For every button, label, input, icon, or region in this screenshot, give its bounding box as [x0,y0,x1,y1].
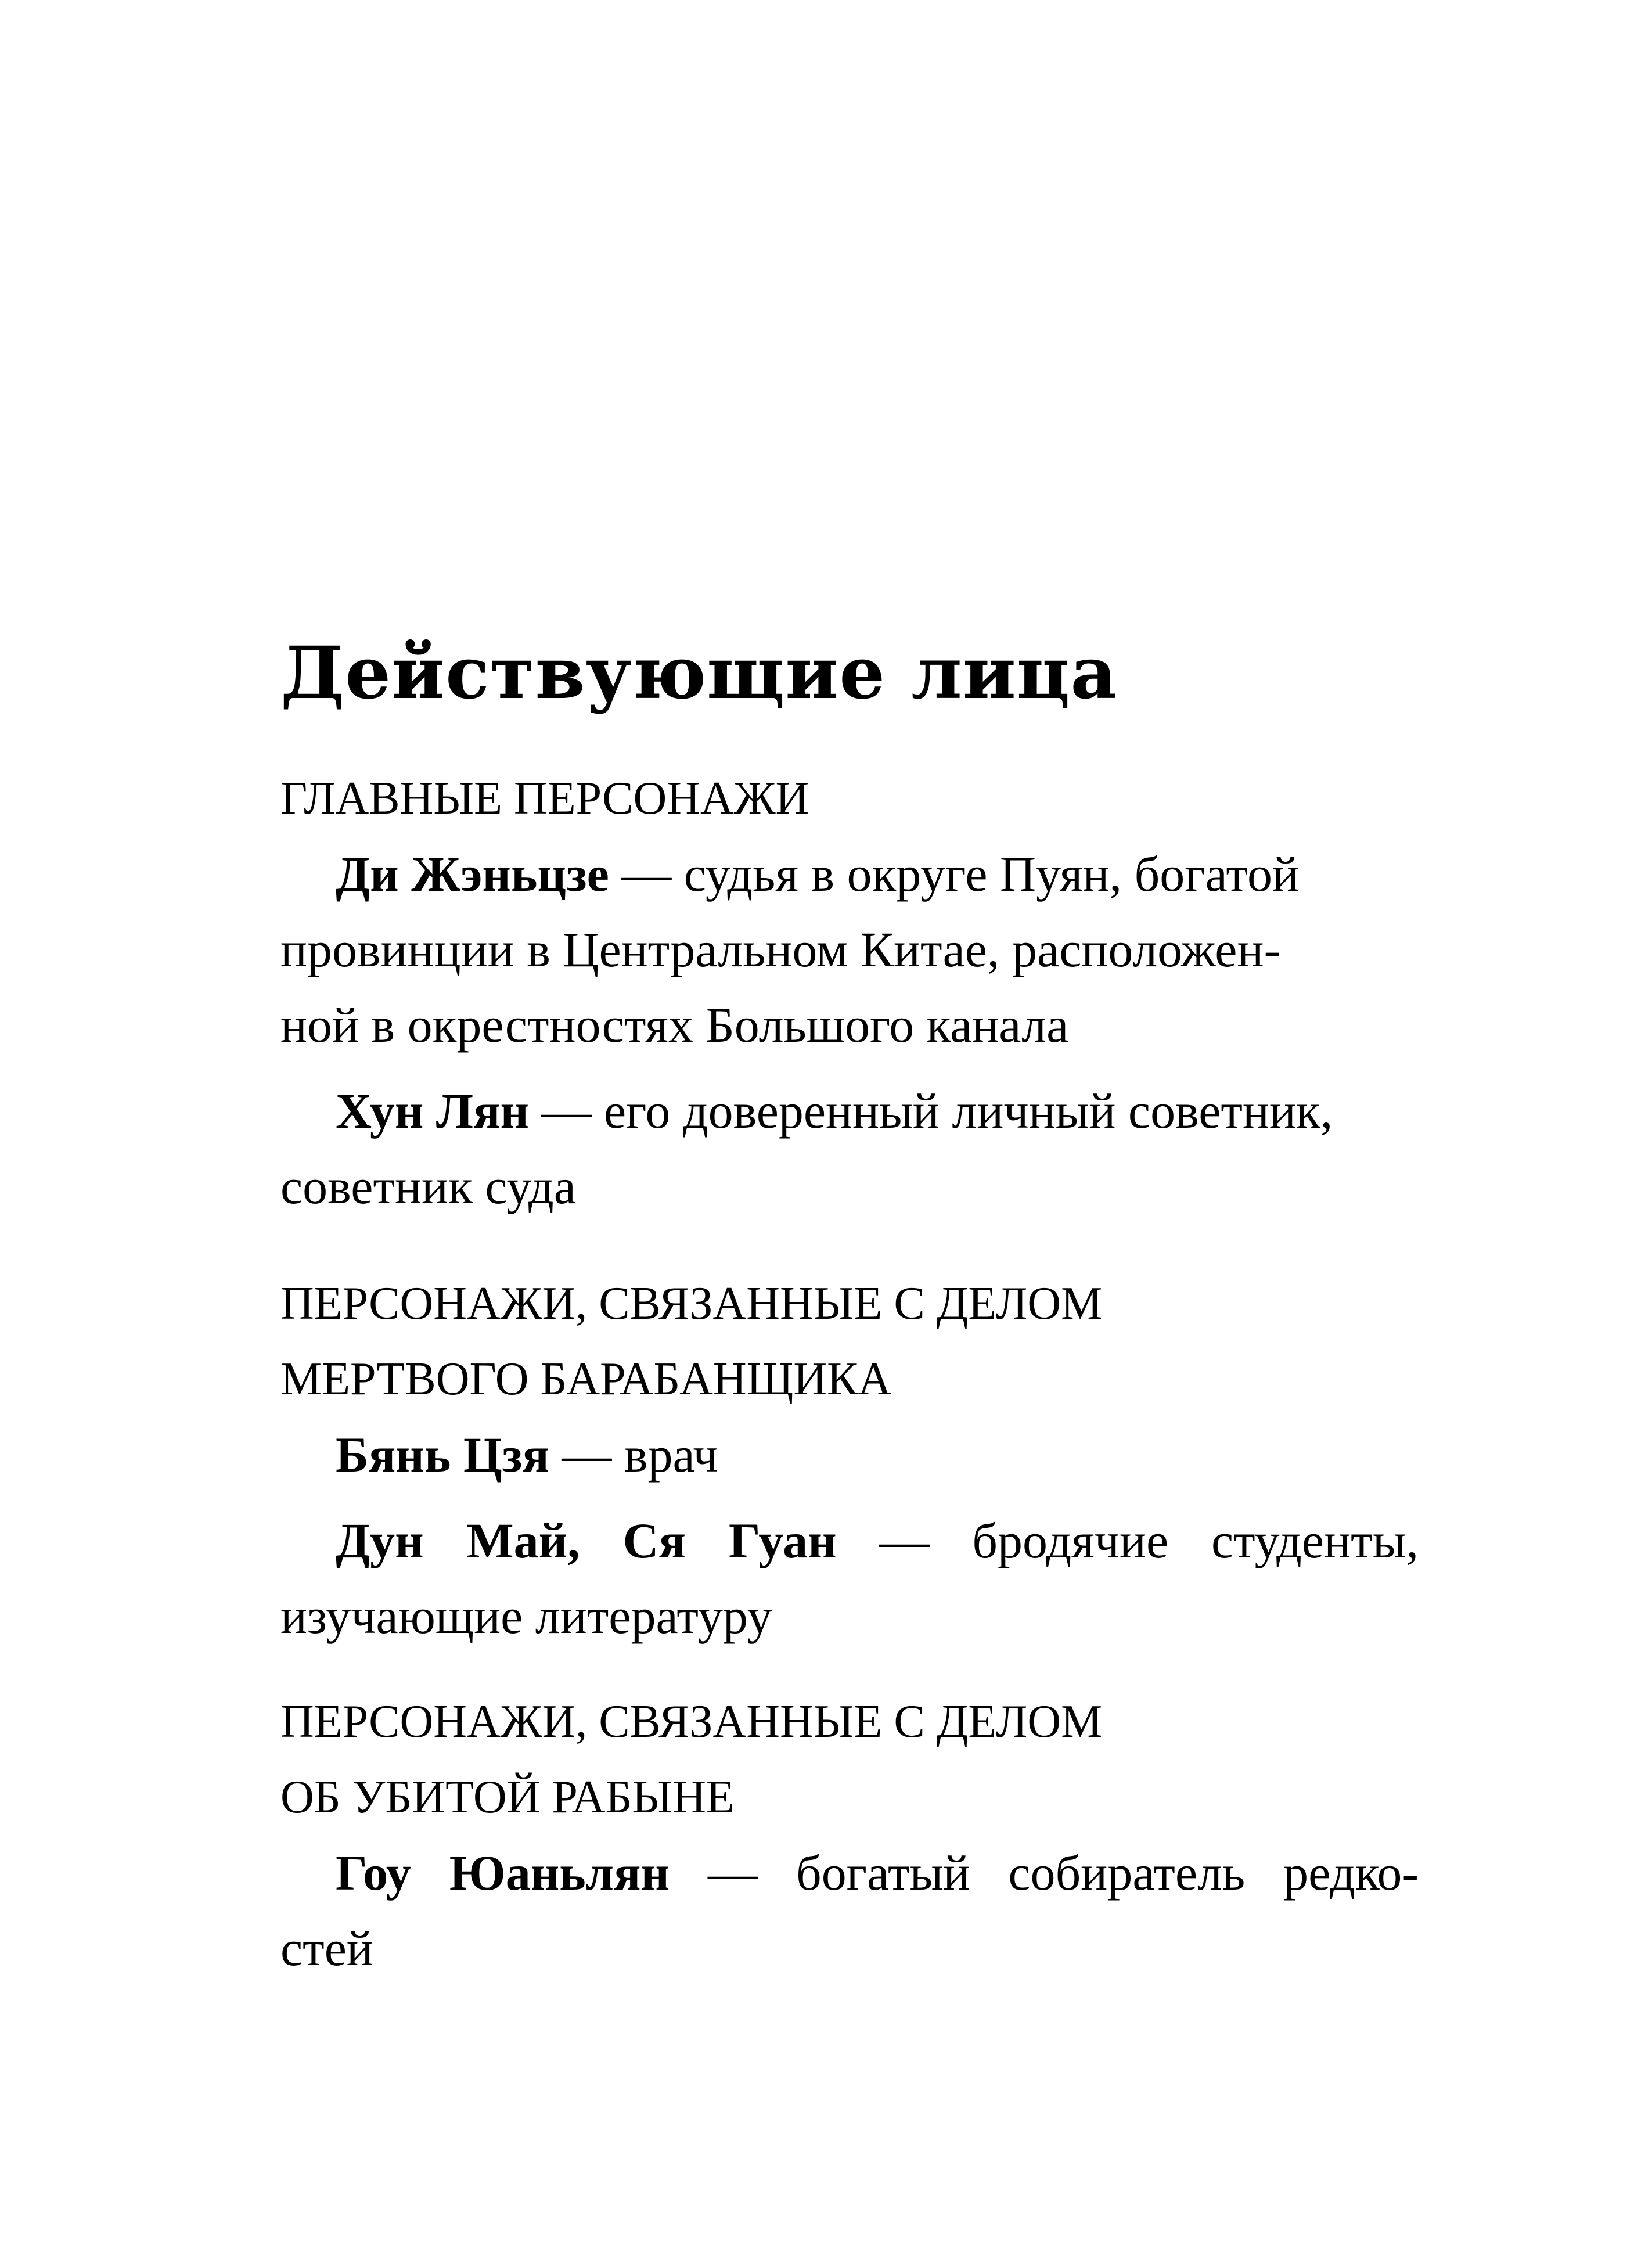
page-title: Действующие лица [280,631,1118,715]
character-name: Гоу Юаньлян [336,1845,670,1901]
section-heading: ГЛАВНЫЕ ПЕРСОНАЖИ [280,773,809,824]
section-heading: ОБ УБИТОЙ РАБЫНЕ [280,1772,735,1823]
character-entry-gou [280,1835,1419,1986]
section-main-characters [280,761,1419,1224]
section-heading: ПЕРСОНАЖИ, СВЯЗАННЫЕ С ДЕЛОМ [280,1278,1103,1329]
character-entry-bian [280,1417,1419,1492]
entry-line: ной в окрестностях Большого канала [280,997,1069,1053]
character-name: Дун Май, Ся Гуан [336,1513,837,1568]
entry-line: изучающие литературу [280,1588,772,1644]
entry-line: Хун Лян — его доверенный личный советник, [336,1083,1333,1139]
book-page [280,0,1419,2263]
character-entry-dong-xia [280,1503,1419,1654]
character-name: Ди Жэньцзе [336,846,609,902]
character-name: Бянь Цзя [336,1427,549,1483]
section-heading: ПЕРСОНАЖИ, СВЯЗАННЫЕ С ДЕЛОМ [280,1696,1103,1747]
character-entry-hong [280,1073,1419,1224]
section-heading: МЕРТВОГО БАРАБАНЩИКА [280,1354,892,1405]
entry-line: советник суда [280,1159,576,1214]
character-entry-di [280,836,1419,1063]
entry-line: провинции в Центральном Китае, расположен- [280,922,1281,977]
entry-line: Дун Май, Ся Гуан — бродячие студенты, [336,1513,1419,1568]
entry-line: Ди Жэньцзе — судья в округе Пуян, богатой [336,846,1299,902]
character-name: Хун Лян [336,1083,530,1139]
entry-line: Гоу Юаньлян — богатый собиратель редко- [336,1845,1419,1901]
section-dead-drummer [280,1266,1419,1654]
section-murdered-slave [280,1684,1419,1986]
entry-line: стей [280,1920,373,1976]
entry-line: Бянь Цзя — врач [336,1427,718,1483]
